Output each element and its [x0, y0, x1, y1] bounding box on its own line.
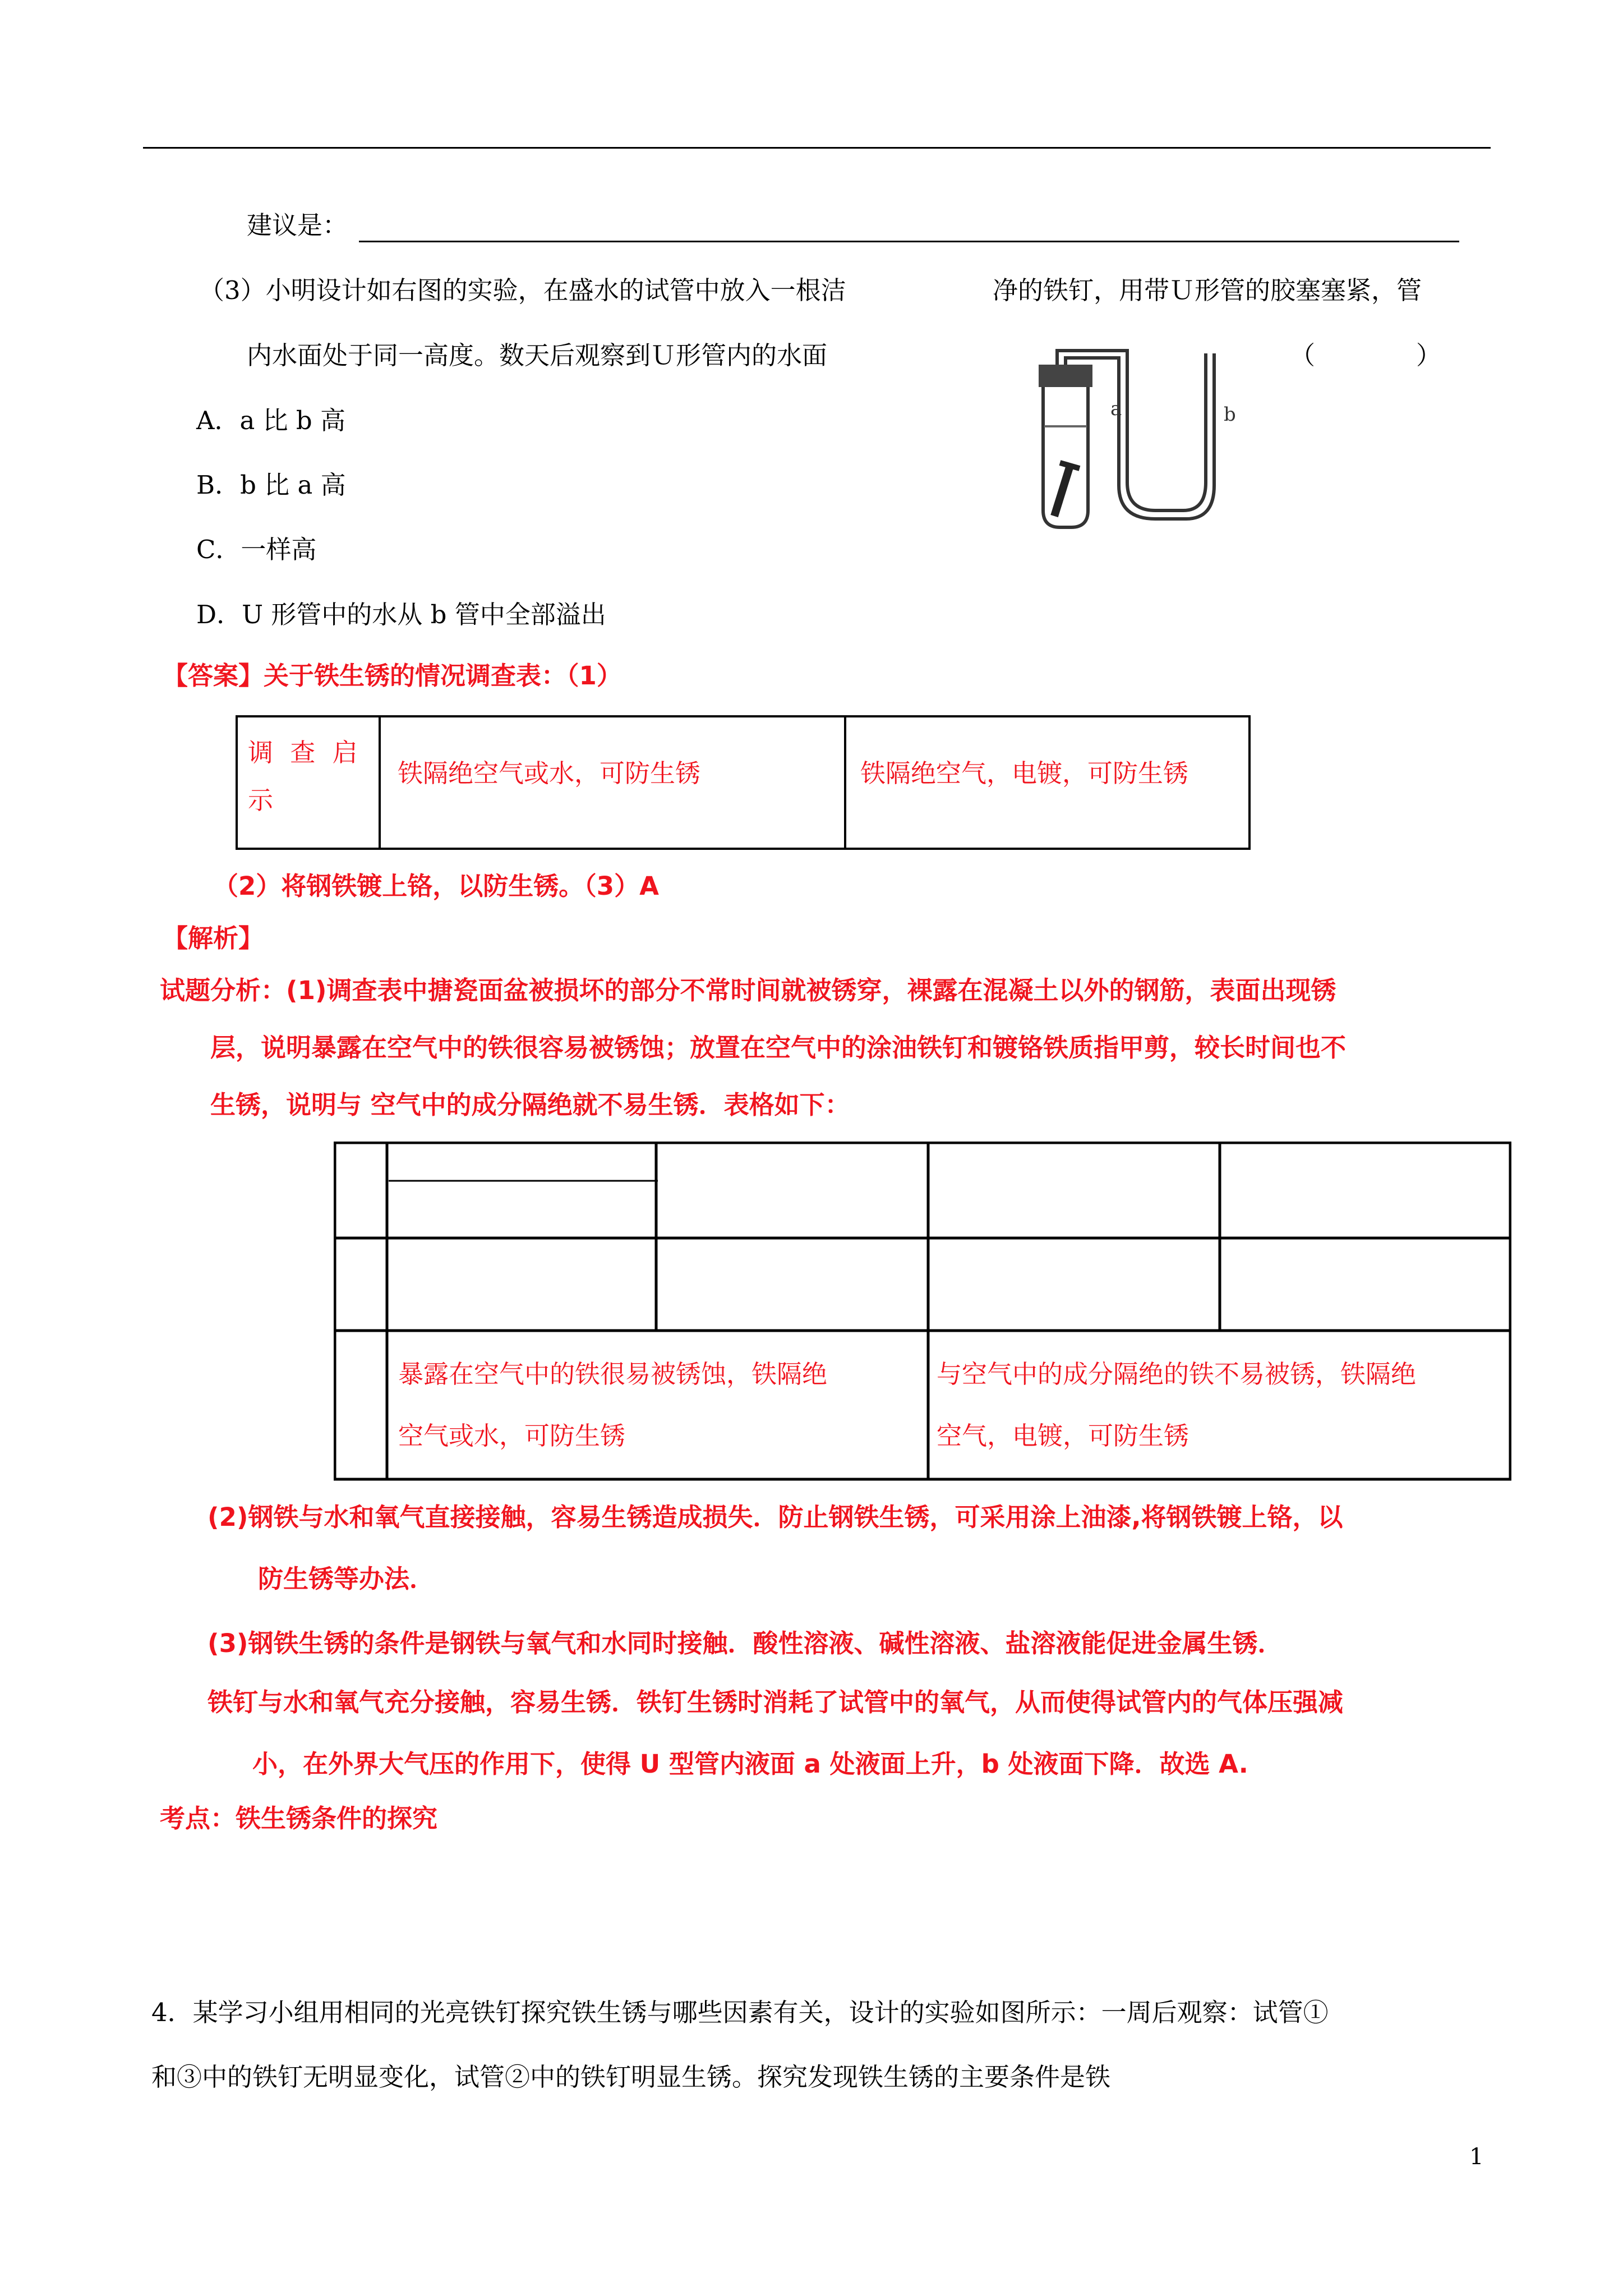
kaodian: 考点：铁生锈条件的探究 — [160, 1803, 438, 1833]
q3-line1b: 净的铁钉，用带Ｕ形管的胶塞塞紧，管 — [993, 275, 1422, 305]
q3-option-d: D．U 形管中的水从 b 管中全部溢出 — [196, 600, 606, 629]
page-number: 1 — [1469, 2144, 1484, 2170]
answer-table — [236, 715, 1251, 850]
answer-line — [163, 659, 622, 693]
q4-line1: 4．某学习小组用相同的光亮铁钉探究铁生锈与哪些因素有关，设计的实验如图所示：一周后观察：试管① — [151, 1998, 1329, 2027]
analysis-table-left-line1: 暴露在空气中的铁很易被锈蚀，铁隔绝 — [398, 1359, 828, 1389]
analysis-p1-line1: 试题分析：(1)调查表中搪瓷面盆被损坏的部分不常时间就被锈穿，裸露在混凝土以外的钢筋，表面出现锈 — [160, 976, 1336, 1005]
q4-line2: 和③中的铁钉无明显变化，试管②中的铁钉明显生锈。探究发现铁生锈的主要条件是铁 — [151, 2062, 1111, 2092]
suggestion-line — [247, 209, 1459, 242]
q3-option-c: C．一样高 — [196, 535, 317, 564]
analysis-tag: 【解析】 — [163, 923, 264, 953]
u-tube-apparatus-diagram — [1026, 348, 1251, 533]
analysis-table-right-line2: 空气，电镀，可防生锈 — [937, 1421, 1189, 1451]
q3-answer-paren: （ ） — [1290, 341, 1442, 370]
q3-line1: （3）小明设计如右图的实验，在盛水的试管中放入一根洁 — [199, 275, 846, 305]
answer-table-col1: 铁隔绝空气或水，可防生锈 — [381, 717, 846, 848]
analysis-table-right — [937, 1343, 1509, 1467]
analysis-p2-line2: 防生锈等办法． — [258, 1564, 435, 1594]
answer-intro: 关于铁生锈的情况调查表：（1） — [264, 661, 622, 691]
label-b: b — [1224, 403, 1236, 426]
answer-tag: 【答案】 — [163, 661, 264, 691]
q3-option-a: A．a 比 b 高 — [196, 406, 346, 435]
answer-line2: （2）将钢铁镀上铬，以防生锈。（3）A — [213, 871, 659, 901]
analysis-p1-line2: 层，说明暴露在空气中的铁很容易被锈蚀；放置在空气中的涂油铁钉和镀铬铁质指甲剪，较长时间也不 — [210, 1033, 1347, 1062]
suggestion-label: 建议是： — [247, 210, 348, 240]
analysis-p3-line1: (3)钢铁生锈的条件是钢铁与氧气和水同时接触．酸性溶液、碱性溶液、盐溶液能促进金属生锈． — [208, 1628, 1283, 1658]
analysis-table-left — [398, 1343, 925, 1467]
analysis-table-right-line1: 与空气中的成分隔绝的铁不易被锈，铁隔绝 — [937, 1359, 1417, 1389]
analysis-p1-line3: 生锈，说明与 空气中的成分隔绝就不易生锈．表格如下： — [210, 1090, 850, 1120]
analysis-table — [334, 1142, 1511, 1481]
header-rule — [143, 147, 1491, 149]
analysis-p3-line2: 铁钉与水和氧气充分接触，容易生锈．铁钉生锈时消耗了试管中的氧气，从而使得试管内的气体压强减 — [208, 1687, 1344, 1717]
label-a: a — [1110, 398, 1122, 420]
q3-line2: 内水面处于同一高度。数天后观察到Ｕ形管内的水面 — [247, 341, 828, 370]
q3-option-b: B．b 比 a 高 — [196, 470, 346, 500]
analysis-p3-line3: 小，在外界大气压的作用下，使得 U 型管内液面 a 处液面上升，b 处液面下降．故选 A. — [252, 1749, 1248, 1779]
suggestion-blank[interactable] — [359, 214, 1459, 242]
answer-table-col2: 铁隔绝空气，电镀，可防生锈 — [860, 758, 1189, 788]
analysis-p2-line1: (2)钢铁与水和氧气直接接触，容易生锈造成损失．防止钢铁生锈，可采用涂上油漆,将钢铁镀上铬，以 — [208, 1502, 1343, 1532]
answer-table-head: 调 查 启 示 — [238, 717, 381, 848]
analysis-table-left-line2: 空气或水，可防生锈 — [398, 1421, 626, 1451]
